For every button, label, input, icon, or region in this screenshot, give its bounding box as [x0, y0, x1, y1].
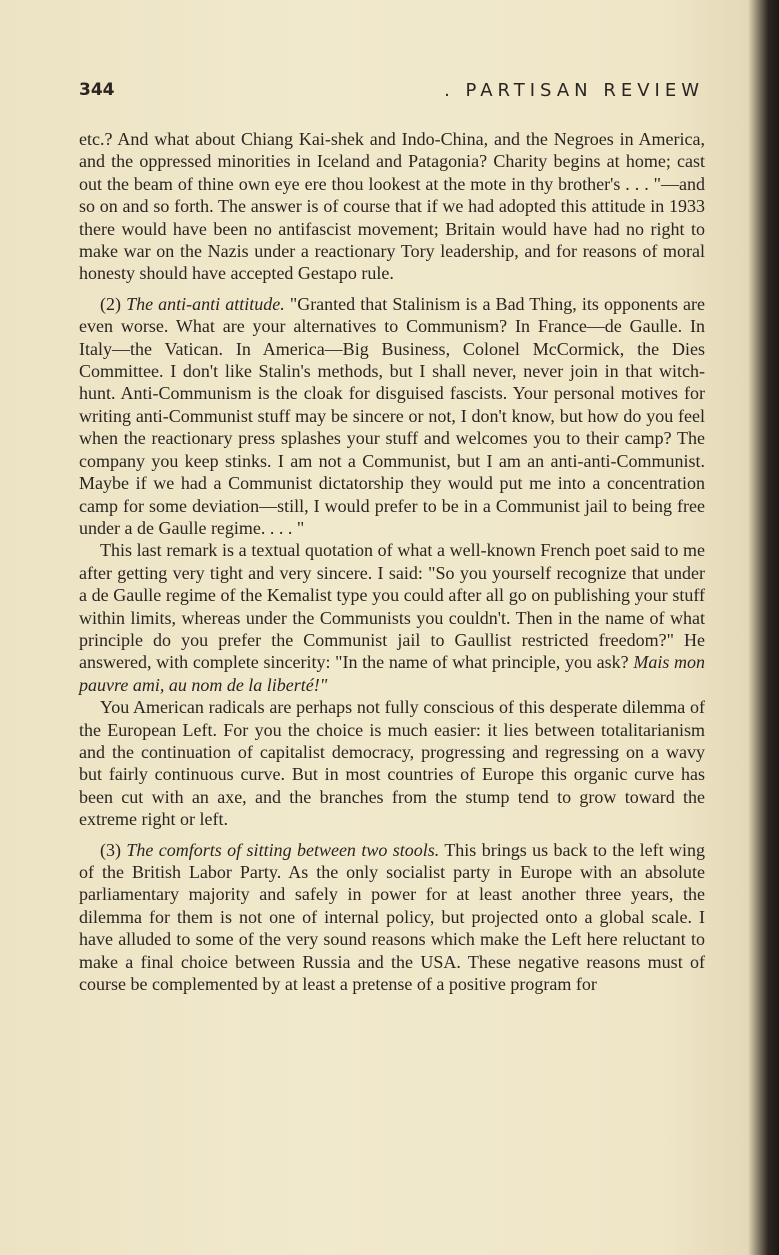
- body-text: [79, 128, 705, 995]
- paragraph-3: [79, 539, 705, 696]
- section-title-two-stools: The comforts of sitting between two stools.: [126, 839, 440, 860]
- paragraph-3-french-quote: Mais mon pauvre ami, au nom de la liberté!": [79, 652, 706, 695]
- section-title-anti-anti: The anti-anti attitude.: [126, 293, 285, 314]
- page-header: [79, 80, 704, 110]
- paragraph-4-text: You American radicals are perhaps not fully conscious of this desperate dilemma of the European Left. For you the choice is much easier: it lies between totalitarianism and the continuation of capitalist democracy, progressing and regressing on a wavy but fairly continuous curve. But in most countries of Europe this organic curve has been cut with an axe, and the branches from the stump tend to grow toward the extreme right or left.: [79, 697, 705, 830]
- paragraph-2: [79, 293, 705, 539]
- running-head: . PARTISAN REVIEW: [444, 80, 704, 101]
- paragraph-4: [79, 696, 705, 830]
- paragraph-2-text: "Granted that Stalinism is a Bad Thing, its opponents are even worse. What are your alternatives to Communism? In France—de Gaulle. In Italy—the Vatican. In America—Big Business, Colonel McCormick, the Dies Committee. I don't like Stalin's methods, but I shall never, never join in that witch-hunt. Anti-Communism is the cloak for disguised fascists. Your personal motives for writing anti-Communist stuff may be sincere or not, I don't know, but how do you feel when the reactionary press splashes your stuff and welcomes you to their camp? The company you keep stinks. I am not a Communist, but I am an anti-anti-Communist. Maybe if we had a Communist dictatorship they would put me into a concentration camp for some deviation—still, I would prefer to be in a Communist jail to being free under a de Gaulle regime. . . . ": [79, 293, 706, 538]
- page-number: 344: [79, 80, 115, 100]
- paragraph-3-text: This last remark is a textual quotation of what a well-known French poet said to me after getting very tight and very sincere. I said: "So you yourself recognize that under a de Gaulle regime of the Kemalist type you could after all go on publishing your stuff within limits, whereas under the Communists you couldn't. Then in the name of what principle do you prefer the Communist jail to Gaullist restricted freedom?" He answered, with complete sincerity: "In the name of what principle, you ask?: [79, 540, 705, 673]
- paragraph-5-text: This brings us back to the left wing of the British Labor Party. As the only socialist party in Europe with an absolute parliamentary majority and safely in power for at least another three years, the dilemma for them is not one of internal policy, but projected onto a global scale. I have alluded to some of the very sound reasons which make the Left here reluctant to make a final choice between Russia and the USA. These negative reasons must of course be complemented by at least a pretense of a positive program for: [79, 839, 705, 995]
- section-number-2: (2): [100, 293, 121, 314]
- paragraph-1: [79, 128, 705, 285]
- section-number-3: (3): [100, 839, 121, 860]
- paragraph-5: [79, 839, 705, 996]
- paragraph-1-text: etc.? And what about Chiang Kai-shek and Indo-China, and the Negroes in America, and the oppressed minorities in Iceland and Patagonia? Charity begins at home; cast out the beam of thine own eye ere thou lookest at the mote in thy brother's . . . "—and so on and so forth. The answer is of course that if we had adopted this attitude in 1933 there would have been no antifascist movement; Britain would have had no right to make war on the Nazis under a reactionary Tory leadership, and for reasons of moral honesty should have accepted Gestapo rule.: [79, 129, 705, 284]
